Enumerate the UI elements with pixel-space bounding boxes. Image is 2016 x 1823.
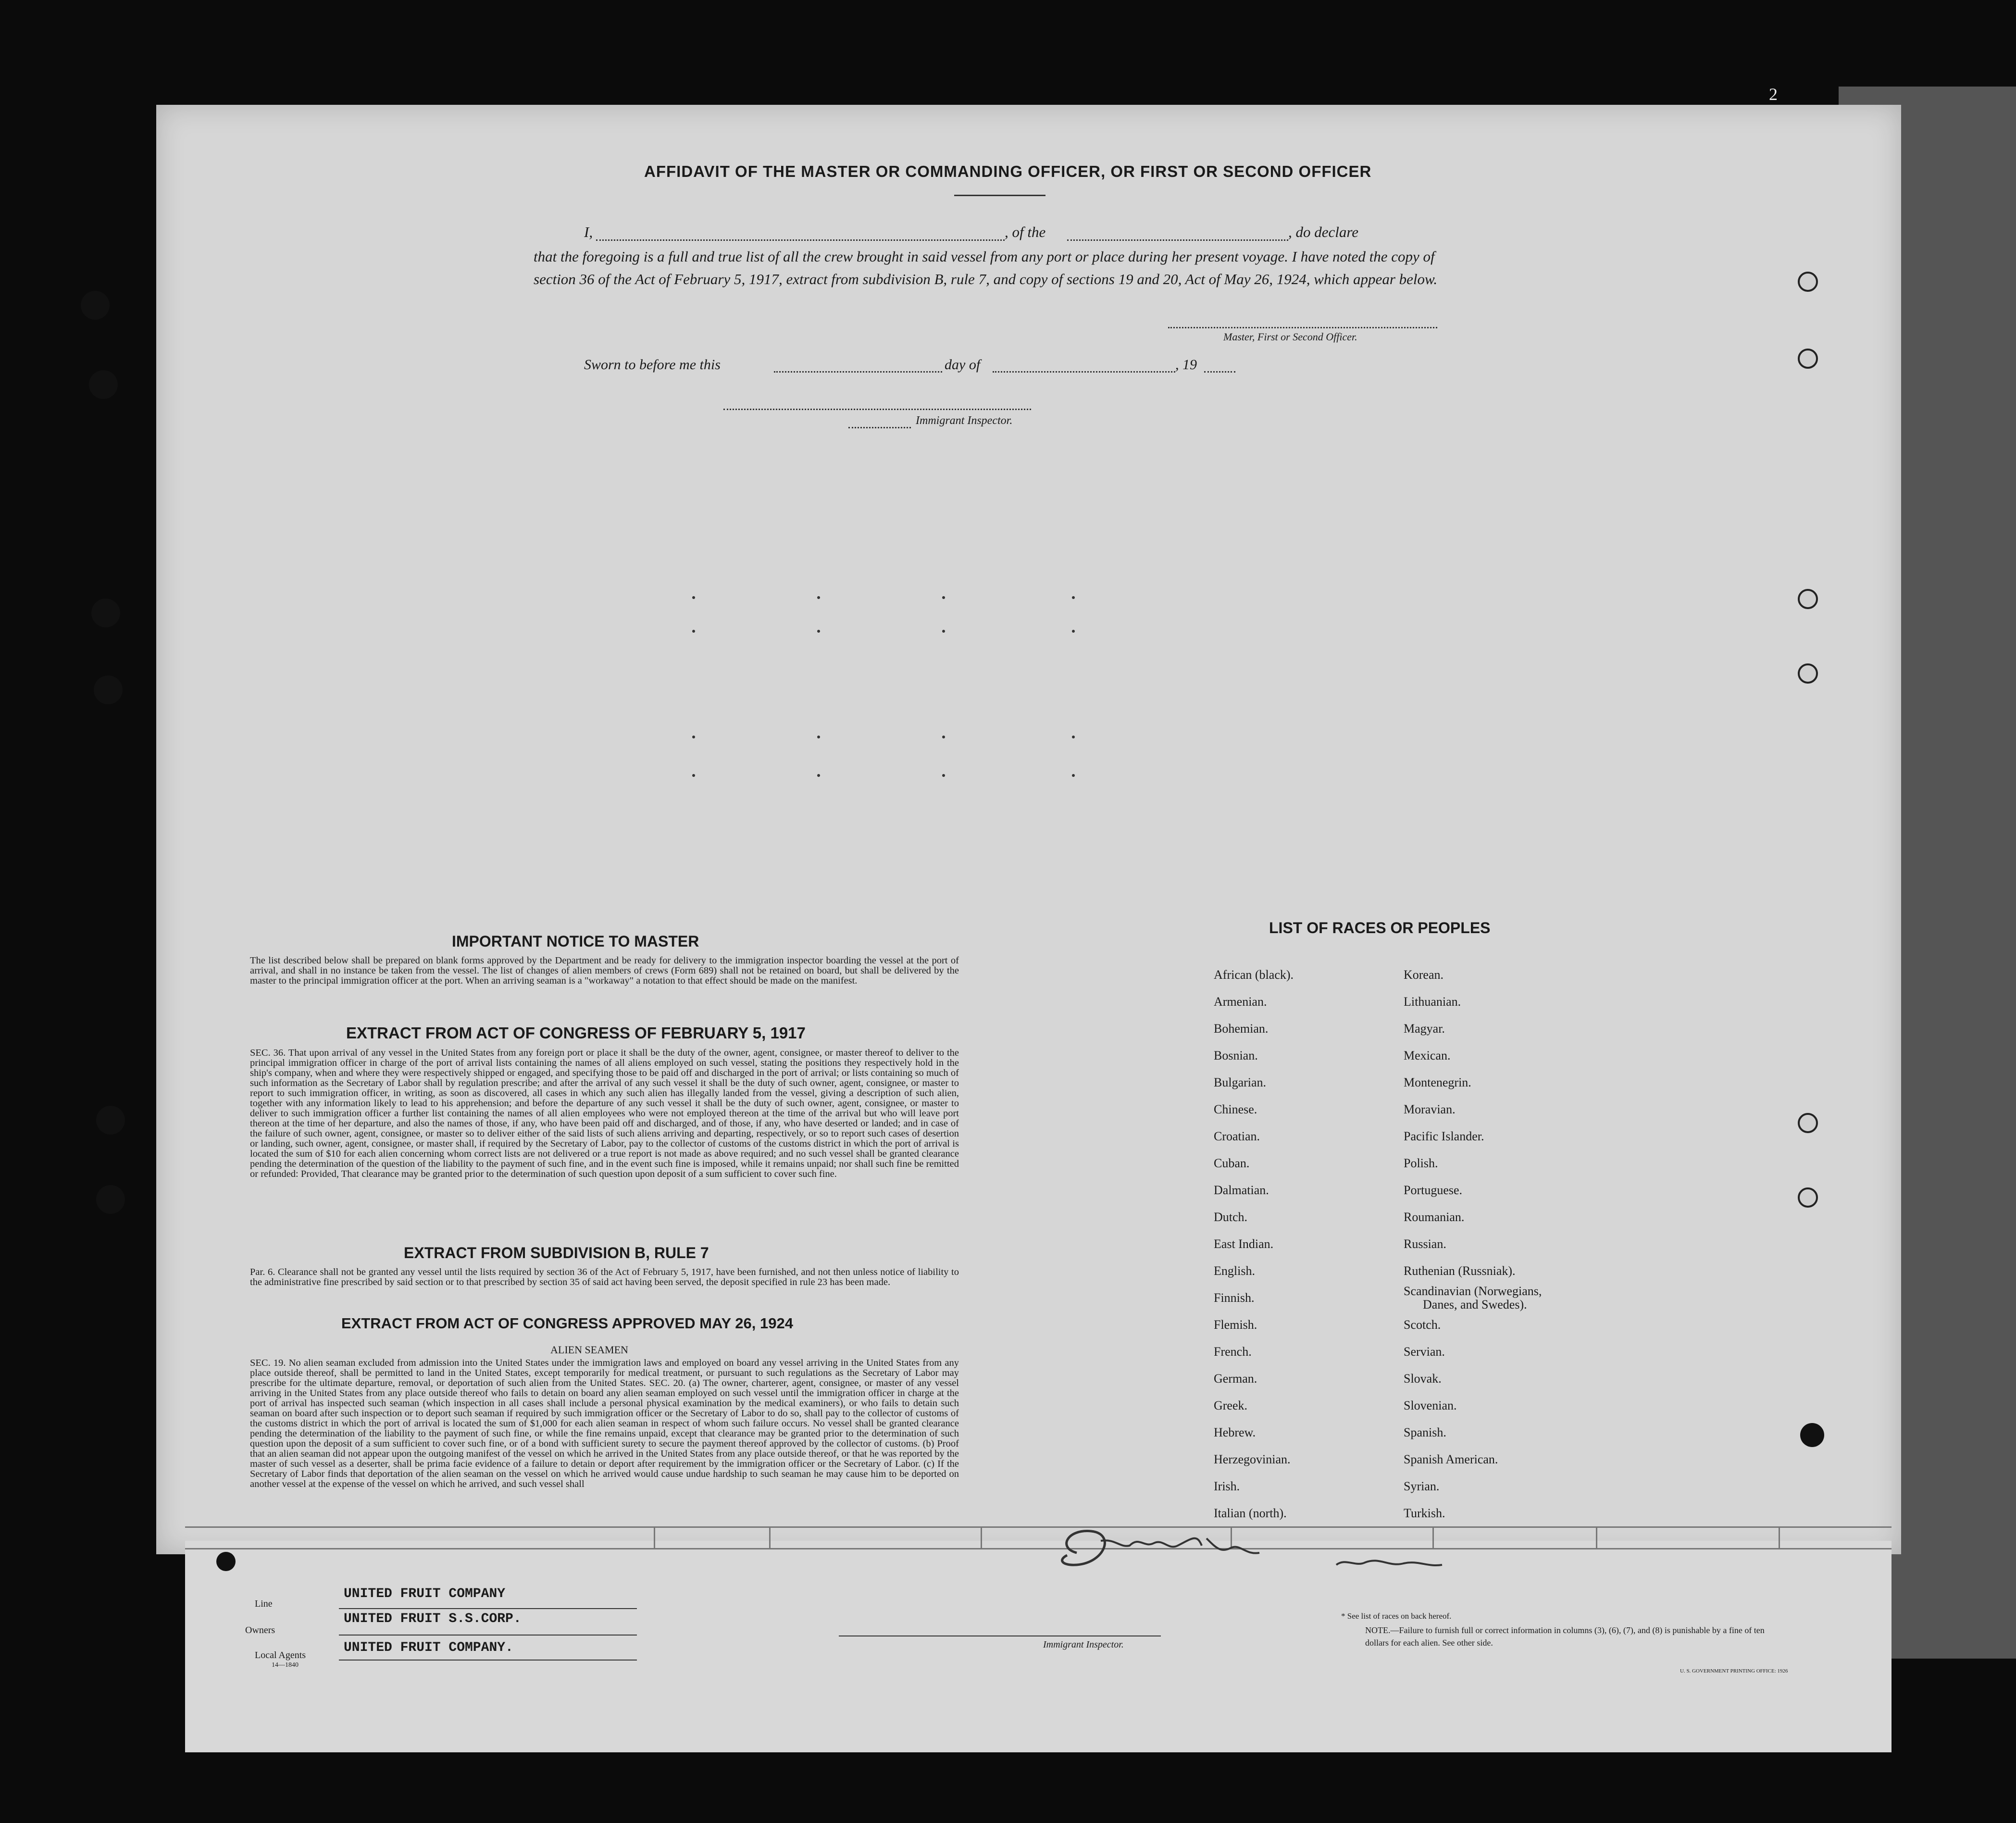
race-item-text: Scandinavian (Norwegians, bbox=[1404, 1284, 1542, 1298]
binder-hole bbox=[91, 599, 120, 627]
sworn-year-field[interactable] bbox=[1204, 371, 1235, 373]
sworn-year: , 19 bbox=[1175, 357, 1197, 373]
race-item: Bosnian. bbox=[1214, 1049, 1258, 1062]
penalty-note bbox=[1365, 1624, 1788, 1649]
race-item: Syrian. bbox=[1404, 1479, 1440, 1493]
declarant-name-field[interactable] bbox=[596, 239, 1005, 241]
sworn-day-of: day of bbox=[945, 357, 981, 373]
race-item-continuation: Danes, and Swedes). bbox=[1423, 1298, 1527, 1311]
race-item: Bohemian. bbox=[1214, 1022, 1269, 1036]
printer-imprint: U. S. GOVERNMENT PRINTING OFFICE: 1926 bbox=[1680, 1668, 1788, 1674]
race-item: Portuguese. bbox=[1404, 1183, 1463, 1197]
owners-value: UNITED FRUIT S.S.CORP. bbox=[344, 1611, 522, 1626]
binder-hole bbox=[89, 370, 118, 399]
races-note: * See list of races on back hereof. bbox=[1341, 1611, 1452, 1621]
binder-hole bbox=[96, 1185, 125, 1214]
race-item: Turkish. bbox=[1404, 1506, 1445, 1520]
agents-underline bbox=[339, 1660, 637, 1661]
race-item: English. bbox=[1214, 1264, 1255, 1278]
race-item: Slovak. bbox=[1404, 1372, 1442, 1386]
race-item: African (black). bbox=[1214, 968, 1294, 982]
race-item: Moravian. bbox=[1404, 1102, 1456, 1116]
binder-hole bbox=[1798, 1187, 1818, 1208]
race-item: Korean. bbox=[1404, 968, 1444, 982]
race-item: Herzegovinian. bbox=[1214, 1452, 1291, 1466]
binder-hole bbox=[1798, 589, 1818, 609]
leader-dot bbox=[692, 736, 695, 738]
agents-value: UNITED FRUIT COMPANY. bbox=[344, 1640, 513, 1655]
binder-hole bbox=[1798, 272, 1818, 292]
race-item: Finnish. bbox=[1214, 1291, 1255, 1305]
leader-dot bbox=[942, 596, 945, 599]
race-item: Polish. bbox=[1404, 1156, 1438, 1170]
binder-hole bbox=[1798, 1113, 1818, 1133]
agents-label: Local Agents bbox=[255, 1650, 306, 1661]
manifest-grid-divider bbox=[769, 1526, 771, 1548]
binder-hole bbox=[1800, 1423, 1824, 1447]
notice-title: IMPORTANT NOTICE TO MASTER bbox=[452, 933, 699, 950]
race-item: Russian. bbox=[1404, 1237, 1446, 1251]
footer-inspector-label: Immigrant Inspector. bbox=[1043, 1639, 1124, 1650]
binder-hole bbox=[216, 1552, 236, 1571]
race-item: Spanish American. bbox=[1404, 1452, 1498, 1466]
race-item: Ruthenian (Russniak). bbox=[1404, 1264, 1516, 1278]
leader-dot bbox=[692, 774, 695, 777]
leader-dot bbox=[942, 774, 945, 777]
manifest-grid-line bbox=[185, 1526, 1892, 1528]
race-item: German. bbox=[1214, 1372, 1257, 1386]
leader-dot bbox=[1072, 774, 1075, 777]
race-item: Greek. bbox=[1214, 1398, 1248, 1412]
extract-1924-title: EXTRACT FROM ACT OF CONGRESS APPROVED MAY 26, 1924 bbox=[341, 1315, 793, 1332]
leader-dot bbox=[817, 774, 820, 777]
race-item: Croatian. bbox=[1214, 1129, 1260, 1143]
race-item: Italian (north). bbox=[1214, 1506, 1287, 1520]
leader-dot bbox=[692, 630, 695, 633]
binder-hole bbox=[1798, 349, 1818, 369]
races-column-2 bbox=[1404, 961, 1542, 1527]
race-item: Servian. bbox=[1404, 1345, 1445, 1359]
sworn-day-field[interactable] bbox=[774, 371, 942, 373]
races-title: LIST OF RACES OR PEOPLES bbox=[1269, 919, 1491, 936]
race-item: Flemish. bbox=[1214, 1318, 1257, 1332]
race-item: Pacific Islander. bbox=[1404, 1129, 1484, 1143]
race-item: Mexican. bbox=[1404, 1049, 1451, 1062]
race-item bbox=[1404, 1285, 1542, 1311]
inspector-signature-field[interactable] bbox=[723, 409, 1031, 410]
note-text: —Failure to furnish full or correct information in columns (3), (6), (7), and (8) is punishable by a fine of ten dollars for each alien. See other side. bbox=[1365, 1625, 1765, 1648]
owners-label: Owners bbox=[245, 1625, 275, 1636]
binder-hole bbox=[1798, 663, 1818, 684]
races-column-1 bbox=[1214, 961, 1294, 1527]
declaration-of-the: , of the bbox=[1005, 224, 1046, 240]
manifest-grid-line bbox=[185, 1548, 1892, 1549]
extract-1917-title: EXTRACT FROM ACT OF CONGRESS OF FEBRUARY 5, 1917 bbox=[346, 1024, 806, 1042]
manifest-grid-divider bbox=[1596, 1526, 1597, 1548]
leader-dot bbox=[817, 596, 820, 599]
rule7-title: EXTRACT FROM SUBDIVISION B, RULE 7 bbox=[404, 1244, 709, 1261]
notice-body: The list described below shall be prepared on blank forms approved by the Department and be ready for delivery to the immigration inspector boarding the vessel at the port of arrival, and shall in no instance be taken from the vessel. The list of changes of alien members of crews (Form 689) shall not be retained on board, but shall be delivered by the master to the principal immigration officer at the port. When an arriving seaman is a "workaway" a notation to that effect should be made on the manifest. bbox=[250, 955, 959, 986]
leader-dot bbox=[1072, 630, 1075, 633]
declaration-do-declare: , do declare bbox=[1288, 224, 1359, 240]
line-underline bbox=[339, 1608, 637, 1609]
note-label: NOTE. bbox=[1365, 1625, 1391, 1635]
affidavit-title: AFFIDAVIT OF THE MASTER OR COMMANDING OFFICER, OR FIRST OR SECOND OFFICER bbox=[644, 162, 1372, 180]
binder-hole bbox=[94, 675, 123, 704]
page-corner-mark: 2 bbox=[1769, 85, 1778, 104]
vessel-name-field[interactable] bbox=[1067, 239, 1288, 241]
race-item: Irish. bbox=[1214, 1479, 1240, 1493]
extract-1924-body: SEC. 19. No alien seaman excluded from admission into the United States under the immigration laws and employed on board any vessel arriving in the United States from any place outside thereof, shall be permitted to land in the United States, except temporarily for medical treatment, or pursuant to such regulations as the Secretary of Labor may prescribe for the ultimate departure, removal, or deportation of such alien from the United States. SEC. 20. (a) The owner, charterer, agent, consignee, or master of any vessel arriving in the United States from any place outside thereof who fails to detain on board any alien seaman employed on such vessel until the immigration officer in charge at the port of arrival has inspected such seaman (which inspection in all cases shall include a personal physical examination by the medical examiners), or who fails to detain such seaman on board after such inspection or to deport such seaman if required by such immigration officer or the Secretary of Labor to do so, shall pay to the collector of customs of the customs district in which the port of arrival is located the sum of $1,000 for each alien seaman in respect of whom such failure occurs. No vessel shall be granted clearance pending the determination of the liability to the payment of such fine, or while the fine remains unpaid, except that clearance may be granted prior to the determination of such question upon the deposit of a sum sufficient to cover such fine, or of a bond with sufficient surety to secure the payment thereof approved by the collector of customs. (b) Proof that an alien seaman did not appear upon the outgoing manifest of the vessel on which he arrived in the United States from any place outside thereof, or that he was reported by the master of such vessel as a deserter, shall be prima facie evidence of a failure to detain or deport after requirement by the immigration officer or the Secretary of Labor. (c) If the Secretary of Labor finds that deportation of the alien seaman on the vessel on which he arrived would cause undue hardship to such seaman he may cause him to be deported on another vessel at the expense of the vessel on which he arrived, and such vessel shall bbox=[250, 1358, 959, 1489]
master-signature-label: Master, First or Second Officer. bbox=[1223, 331, 1357, 343]
leader-dot bbox=[692, 596, 695, 599]
sworn-month-field[interactable] bbox=[993, 371, 1175, 373]
leader-dot bbox=[1072, 596, 1075, 599]
line-label: Line bbox=[255, 1598, 273, 1609]
owners-underline bbox=[339, 1635, 637, 1636]
race-item: Scotch. bbox=[1404, 1318, 1441, 1332]
declaration-i: I, bbox=[584, 224, 593, 240]
sworn-text: Sworn to before me this bbox=[584, 357, 721, 373]
inspector-label: Immigrant Inspector. bbox=[916, 414, 1013, 427]
master-signature-field[interactable] bbox=[1168, 327, 1437, 328]
handwritten-signature bbox=[1048, 1519, 1481, 1582]
form-number: 14—1840 bbox=[272, 1661, 299, 1669]
race-item: Dutch. bbox=[1214, 1210, 1248, 1224]
race-item: Montenegrin. bbox=[1404, 1075, 1471, 1089]
race-item: Dalmatian. bbox=[1214, 1183, 1269, 1197]
leader-dot bbox=[942, 630, 945, 633]
race-item: Magyar. bbox=[1404, 1022, 1445, 1036]
race-item: Lithuanian. bbox=[1404, 995, 1461, 1009]
extract-1917-body: SEC. 36. That upon arrival of any vessel in the United States from any foreign port or place it shall be the duty of the owner, agent, consignee, or master thereof to deliver to the principal immigration officer in charge of the port of arrival lists containing the names of all aliens employed on such vessel, stating the positions they respectively hold in the ship's company, when and where they were respectively shipped or engaged, and specifying those to be paid off and discharged in the port of arrival; or lists containing so much of such information as the Secretary of Labor shall by regulation prescribe; and after the arrival of any such vessel it shall be the duty of such owner, agent, consignee, or master to report to such immigration officer, in writing, as soon as discovered, all cases in which any such alien has illegally landed from the vessel, giving a description of such alien, together with any information likely to lead to his apprehension; and before the departure of any such vessel it shall be the duty of such owner, agent, consignee, or master to deliver to such immigration officer a further list containing the names of all alien employees who were not employed thereon at the time of the arrival but who will leave port thereon at the time of her departure, and also the names of those, if any, who have been paid off and discharged, and of those, if any, who have deserted or landed; and in case of the failure of such owner, agent, consignee, or master so to deliver either of the said lists of such aliens arriving and departing, respectively, or so to report such cases of desertion or landing, such owner, agent, consignee, or master shall, if required by the Secretary of Labor, pay to the collector of customs of the customs district in which the port of arrival is located the sum of $10 for each alien concerning whom correct lists are not delivered or a true report is not made as above required; and no such vessel shall be granted clearance pending the determination of the question of the liability to the payment of such fine, and in the event such fine is imposed, while it remains unpaid; nor shall such fine be remitted or refunded: Provided, That clearance may be granted prior to the determination of such question upon deposit of a sum sufficient to cover such fine. bbox=[250, 1048, 959, 1179]
race-item: Hebrew. bbox=[1214, 1425, 1256, 1439]
line-value: UNITED FRUIT COMPANY bbox=[344, 1586, 506, 1601]
race-item: East Indian. bbox=[1214, 1237, 1274, 1251]
race-item: Slovenian. bbox=[1404, 1398, 1457, 1412]
leader-dot bbox=[817, 630, 820, 633]
manifest-grid-divider bbox=[654, 1526, 655, 1548]
race-item: Armenian. bbox=[1214, 995, 1267, 1009]
race-item: French. bbox=[1214, 1345, 1252, 1359]
race-item: Bulgarian. bbox=[1214, 1075, 1267, 1089]
manifest-grid-divider bbox=[1779, 1526, 1780, 1548]
affidavit-page bbox=[156, 105, 1901, 1554]
leader-dot bbox=[942, 736, 945, 738]
race-item: Spanish. bbox=[1404, 1425, 1446, 1439]
race-item: Cuban. bbox=[1214, 1156, 1250, 1170]
binder-hole bbox=[81, 291, 110, 320]
inspector-title-field[interactable] bbox=[848, 427, 911, 428]
race-item: Chinese. bbox=[1214, 1102, 1257, 1116]
race-item: Roumanian. bbox=[1404, 1210, 1465, 1224]
leader-dot bbox=[1072, 736, 1075, 738]
binder-hole bbox=[96, 1106, 125, 1135]
alien-seamen-subtitle: ALIEN SEAMEN bbox=[550, 1344, 628, 1356]
title-underline bbox=[954, 195, 1045, 196]
declaration-body: that the foregoing is a full and true list of all the crew brought in said vessel from any port or place during her present voyage. I have noted the copy of section 36 of the Act of February 5, 1917, extract from subdivision B, rule 7, and copy of sections 19 and 20, Act of May 26, 1924, which appear below. bbox=[534, 248, 1438, 287]
manifest-grid-divider bbox=[981, 1526, 982, 1548]
rule7-body: Par. 6. Clearance shall not be granted any vessel until the lists required by section 36 of the Act of February 5, 1917, have been furnished, and not then unless notice of liability to the administrative fine prescribed by said section or to that prescribed by section 35 of said act having been served, the deposit specified in rule 23 has been made. bbox=[250, 1267, 959, 1287]
leader-dot bbox=[817, 736, 820, 738]
